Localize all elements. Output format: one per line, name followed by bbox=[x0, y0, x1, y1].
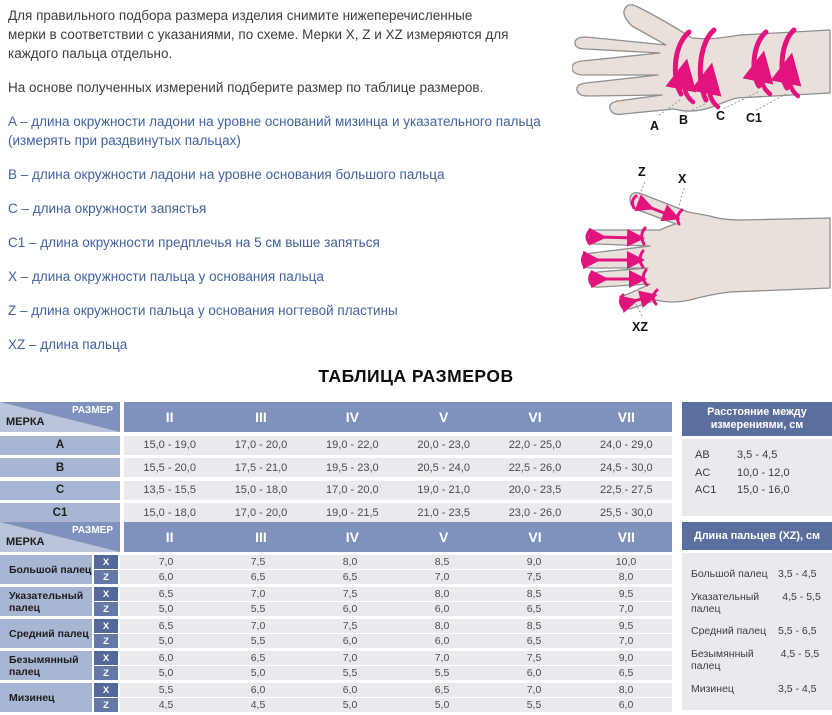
label-b: B bbox=[679, 113, 689, 127]
value-cell: 9,5 bbox=[618, 588, 634, 600]
measure-x-badge: X bbox=[94, 683, 118, 697]
finger-length-value: 5,5 - 6,5 bbox=[778, 625, 817, 638]
finger-length-label: Безымянный палец bbox=[691, 648, 754, 673]
value-cell: 6,0 bbox=[342, 603, 358, 615]
hand-circumference-diagram bbox=[572, 2, 832, 144]
finger-length-value: 4,5 - 5,5 bbox=[780, 648, 820, 661]
value-cell: 5,0 bbox=[342, 699, 358, 711]
x-row bbox=[94, 555, 672, 569]
finger-length-row bbox=[691, 648, 824, 672]
finger-length-label: Мизинец bbox=[691, 683, 734, 696]
finger-length-row bbox=[691, 591, 824, 615]
measure-z-badge: Z bbox=[94, 634, 118, 648]
finger-group-thumb bbox=[0, 555, 672, 584]
definition-xz: XZ – длина пальца bbox=[8, 337, 128, 352]
z-row bbox=[94, 666, 672, 680]
value-cell: 5,0 bbox=[158, 667, 174, 679]
definition-z: Z – длина окружности пальца у основания ногтевой пластины bbox=[8, 303, 398, 318]
size-cell: 22,5 - 27,5 bbox=[600, 484, 653, 496]
definition-c1: C1 – длина окружности предплечья на 5 см выше запяться bbox=[8, 235, 380, 250]
size-cell: 23,0 - 26,0 bbox=[508, 506, 562, 519]
measure-x-badge: X bbox=[94, 587, 118, 601]
finger-label: Средний палец bbox=[0, 619, 92, 648]
label-x: X bbox=[678, 172, 687, 186]
finger-table bbox=[0, 522, 672, 712]
z-row bbox=[94, 698, 672, 712]
finger-group-middle bbox=[0, 619, 672, 648]
row-label: C1 bbox=[0, 503, 120, 522]
finger-length-label: Большой палец bbox=[691, 567, 768, 580]
corner-size-label: РАЗМЕР bbox=[72, 405, 113, 416]
size-cell: 20,0 - 23,5 bbox=[508, 484, 562, 496]
column-header: VI bbox=[528, 409, 542, 425]
size-cell: 22,0 - 25,0 bbox=[508, 439, 562, 451]
value-cell: 9,0 bbox=[526, 556, 542, 568]
value-cell: 6,0 bbox=[526, 667, 542, 679]
value-cell: 5,5 bbox=[526, 699, 542, 711]
finger-length-value: 3,5 - 4,5 bbox=[778, 683, 817, 696]
value-cell: 7,0 bbox=[618, 635, 634, 647]
value-cell: 6,0 bbox=[434, 635, 450, 647]
distance-label: AC bbox=[695, 466, 711, 479]
definition-x: X – длина окружности пальца у основания пальца bbox=[8, 269, 324, 284]
column-header: V bbox=[438, 529, 449, 545]
value-cell: 10,0 bbox=[615, 556, 637, 568]
finger-length-label: Указательный палец bbox=[691, 590, 760, 615]
size-cell: 19,0 - 21,5 bbox=[326, 506, 379, 519]
column-header: III bbox=[255, 409, 267, 425]
value-cell: 5,5 bbox=[342, 667, 358, 679]
definition-c: C – длина окружности запястья bbox=[8, 201, 207, 216]
size-cell: 20,0 - 23,0 bbox=[417, 439, 470, 451]
finger-group-ring bbox=[0, 651, 672, 680]
x-row bbox=[94, 587, 672, 601]
value-cell: 7,5 bbox=[526, 652, 542, 664]
value-cell: 8,0 bbox=[434, 620, 450, 632]
value-cell: 6,0 bbox=[342, 684, 358, 696]
column-header: II bbox=[165, 409, 174, 425]
value-cell: 5,0 bbox=[158, 603, 174, 615]
finger-length-label: Средний палец bbox=[691, 625, 767, 638]
size-cell: 15,0 - 19,0 bbox=[143, 439, 196, 451]
value-cell: 7,0 bbox=[526, 684, 542, 696]
size-cell: 24,0 - 29,0 bbox=[600, 439, 653, 451]
value-cell: 6,5 bbox=[526, 603, 542, 615]
value-cell: 9,0 bbox=[618, 652, 634, 664]
size-cell: 15,0 - 18,0 bbox=[143, 506, 196, 519]
value-cell: 8,5 bbox=[526, 588, 542, 600]
finger-label: Большой палец bbox=[0, 555, 92, 584]
size-table-title: ТАБЛИЦА РАЗМЕРОВ bbox=[318, 366, 514, 386]
definition-b: B – длина окружности ладони на уровне основания большого пальца bbox=[8, 167, 445, 182]
value-cell: 6,5 bbox=[250, 652, 266, 664]
value-cell: 5,0 bbox=[434, 699, 450, 711]
measure-z-badge: Z bbox=[94, 666, 118, 680]
finger-length-value: 3,5 - 4,5 bbox=[778, 567, 817, 580]
distance-value: 3,5 - 4,5 bbox=[737, 449, 778, 461]
z-row bbox=[94, 634, 672, 648]
column-header: IV bbox=[345, 409, 359, 425]
size-cell: 17,0 - 20,0 bbox=[234, 506, 288, 519]
distance-panel bbox=[682, 402, 832, 516]
label-xz: XZ bbox=[632, 320, 648, 334]
size-cell: 17,0 - 20,0 bbox=[326, 484, 379, 496]
size-table-header bbox=[0, 402, 672, 432]
value-cell: 6,5 bbox=[434, 684, 450, 696]
finger-length-value: 4,5 - 5,5 bbox=[782, 590, 821, 603]
measure-x-badge: X bbox=[94, 651, 118, 665]
column-header: II bbox=[165, 529, 174, 545]
label-a: A bbox=[650, 119, 660, 133]
distance-label: AC1 bbox=[695, 484, 717, 496]
distance-panel-title: Расстояние между измерениями, см bbox=[682, 402, 832, 436]
value-cell: 8,0 bbox=[342, 556, 358, 568]
intro-paragraph-1: Для правильного подбора размера изделия снимите нижеперечисленные мерки в соответствии с указаниями, по схеме. Мерки X, Z и XZ измеряются для каждого пальца отдельно. bbox=[8, 8, 509, 61]
finger-label: Указательный палец bbox=[0, 587, 92, 616]
value-cell: 6,5 bbox=[250, 571, 266, 583]
value-cell: 5,5 bbox=[434, 667, 450, 679]
value-cell: 6,5 bbox=[342, 571, 358, 583]
value-cell: 6,5 bbox=[526, 635, 542, 647]
value-cell: 6,0 bbox=[434, 603, 450, 615]
column-header: VI bbox=[528, 529, 542, 545]
corner-merka-label: МЕРКА bbox=[6, 416, 45, 428]
finger-label: Безымянный палец bbox=[0, 651, 92, 680]
value-cell: 7,0 bbox=[434, 652, 450, 664]
corner-merka-label: МЕРКА bbox=[6, 536, 45, 548]
intro-paragraph-2: На основе полученных измерений подберите размер по таблице размеров. bbox=[8, 80, 484, 95]
corner-size-label: РАЗМЕР bbox=[72, 525, 113, 536]
size-cell: 15,0 - 18,0 bbox=[234, 484, 288, 496]
hand-shape bbox=[582, 193, 830, 309]
size-cell: 22,5 - 26,0 bbox=[508, 461, 562, 474]
value-cell: 7,0 bbox=[342, 652, 358, 664]
finger-length-panel-title: Длина пальцев (XZ), см bbox=[682, 522, 832, 550]
definition-a: A – длина окружности ладони на уровне оснований мизинца и указательного пальца (измерять при раздвинутых пальцах) bbox=[8, 114, 541, 148]
measure-definitions bbox=[8, 112, 563, 369]
finger-length-panel-body bbox=[682, 553, 832, 710]
column-header: IV bbox=[345, 529, 359, 545]
table-row bbox=[0, 481, 672, 500]
distance-value: 10,0 - 12,0 bbox=[737, 466, 790, 479]
z-row bbox=[94, 602, 672, 616]
value-cell: 7,5 bbox=[250, 556, 266, 568]
label-c: C bbox=[716, 109, 726, 123]
measure-z-badge: Z bbox=[94, 698, 118, 712]
distance-row bbox=[695, 465, 832, 483]
x-row bbox=[94, 651, 672, 665]
value-cell: 8,5 bbox=[434, 556, 450, 568]
table-row bbox=[0, 458, 672, 477]
value-cell: 8,5 bbox=[526, 620, 542, 632]
size-cell: 24,5 - 30,0 bbox=[600, 461, 653, 474]
value-cell: 7,0 bbox=[618, 603, 634, 615]
table-row bbox=[0, 503, 672, 522]
value-cell: 7,5 bbox=[526, 571, 542, 583]
value-cell: 5,5 bbox=[250, 603, 266, 615]
size-cell: 19,5 - 23,0 bbox=[326, 461, 379, 474]
value-cell: 7,0 bbox=[250, 588, 266, 600]
value-cell: 7,0 bbox=[250, 620, 266, 632]
distance-label: AB bbox=[695, 449, 710, 461]
measure-z-badge: Z bbox=[94, 602, 118, 616]
size-cell: 17,0 - 20,0 bbox=[234, 439, 288, 451]
value-cell: 6,5 bbox=[618, 667, 634, 679]
corner-cell bbox=[0, 402, 120, 432]
column-header: VII bbox=[617, 409, 635, 425]
value-cell: 5,5 bbox=[158, 684, 174, 696]
value-cell: 8,0 bbox=[618, 571, 634, 583]
value-cell: 4,5 bbox=[250, 699, 266, 711]
value-cell: 4,5 bbox=[158, 699, 174, 711]
size-cell: 25,5 - 30,0 bbox=[600, 506, 653, 519]
size-cell: 13,5 - 15,5 bbox=[143, 484, 196, 496]
finger-group-pinky bbox=[0, 683, 672, 712]
column-header: III bbox=[255, 529, 267, 545]
size-cell: 21,0 - 23,5 bbox=[417, 506, 470, 519]
x-row bbox=[94, 619, 672, 633]
size-cell: 19,0 - 21,0 bbox=[417, 484, 470, 496]
table-row bbox=[0, 436, 672, 455]
finger-table-header bbox=[0, 522, 672, 552]
value-cell: 6,0 bbox=[250, 684, 266, 696]
value-cell: 5,0 bbox=[250, 667, 266, 679]
value-cell: 7,0 bbox=[158, 556, 174, 568]
size-cell: 17,5 - 21,0 bbox=[234, 461, 288, 474]
distance-value: 15,0 - 16,0 bbox=[737, 484, 790, 496]
distance-row bbox=[695, 447, 832, 465]
x-row bbox=[94, 683, 672, 697]
measure-x-badge: X bbox=[94, 619, 118, 633]
value-cell: 7,5 bbox=[342, 588, 358, 600]
row-label: A bbox=[0, 436, 120, 455]
column-header: VII bbox=[617, 529, 635, 545]
value-cell: 5,5 bbox=[250, 635, 266, 647]
value-cell: 7,5 bbox=[342, 620, 358, 632]
value-cell: 5,0 bbox=[158, 635, 174, 647]
value-cell: 6,0 bbox=[618, 699, 634, 711]
label-c1: C1 bbox=[746, 111, 762, 125]
intro-text bbox=[8, 6, 513, 97]
size-cell: 15,5 - 20,0 bbox=[143, 461, 196, 474]
value-cell: 6,0 bbox=[342, 635, 358, 647]
value-cell: 6,5 bbox=[158, 588, 174, 600]
finger-label: Мизинец bbox=[0, 683, 92, 712]
row-label: B bbox=[0, 458, 120, 477]
size-table bbox=[0, 402, 672, 522]
value-cell: 8,0 bbox=[434, 588, 450, 600]
finger-length-row bbox=[691, 568, 824, 580]
z-row bbox=[94, 570, 672, 584]
distance-row bbox=[695, 482, 832, 500]
value-cell: 6,0 bbox=[158, 571, 174, 583]
measure-x-badge: X bbox=[94, 555, 118, 569]
finger-group-index bbox=[0, 587, 672, 616]
column-header: V bbox=[438, 409, 449, 425]
value-cell: 6,0 bbox=[158, 652, 174, 664]
value-cell: 8,0 bbox=[618, 684, 634, 696]
value-cell: 7,0 bbox=[434, 571, 450, 583]
finger-length-row bbox=[691, 683, 824, 695]
corner-cell bbox=[0, 522, 120, 552]
value-cell: 9,5 bbox=[618, 620, 634, 632]
finger-length-panel bbox=[682, 522, 832, 710]
size-cell: 19,0 - 22,0 bbox=[326, 439, 379, 451]
label-z: Z bbox=[638, 165, 646, 179]
finger-length-row bbox=[691, 625, 824, 637]
value-cell: 6,5 bbox=[158, 620, 174, 632]
distance-panel-body bbox=[682, 439, 832, 516]
size-cell: 20,5 - 24,0 bbox=[417, 461, 470, 474]
measure-z-badge: Z bbox=[94, 570, 118, 584]
finger-measurement-diagram bbox=[572, 156, 832, 344]
row-label: C bbox=[0, 481, 120, 500]
